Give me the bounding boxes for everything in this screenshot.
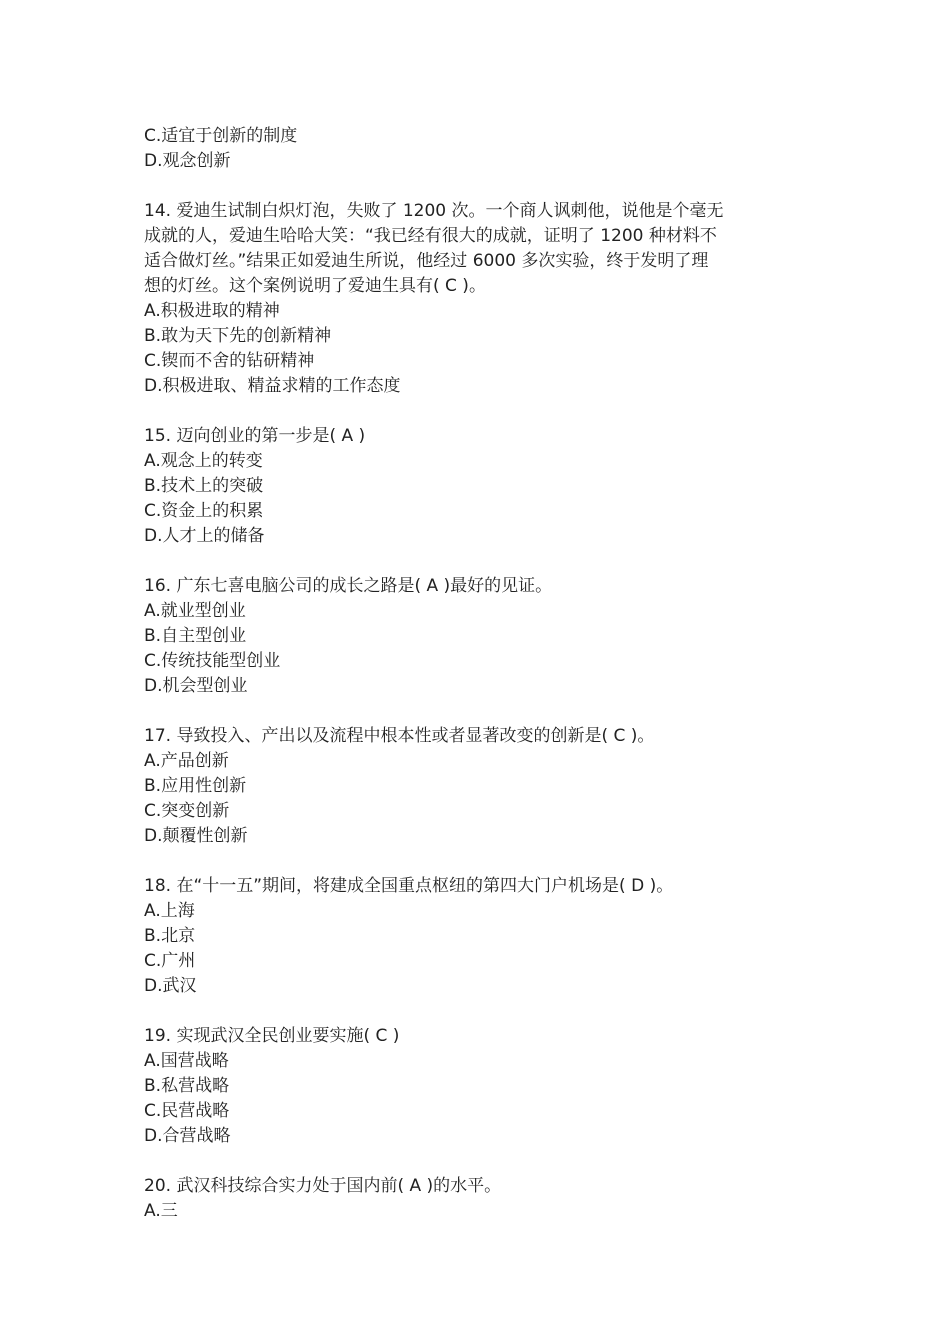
spacer [144,174,804,199]
spacer [144,1149,804,1174]
question-14-text-3: 适合做灯丝。”结果正如爱迪生所说，他经过 6000 多次实验，终于发明了理 [144,251,709,271]
question-15-text: 15. 迈向创业的第一步是( A ) [144,426,366,446]
option-18-a: A.上海 [144,901,195,921]
question-17 [144,724,804,849]
option-19-a: A.国营战略 [144,1051,229,1071]
question-14-text-2: 成就的人，爱迪生哈哈大笑：“我已经有很大的成就，证明了 1200 种材料不 [144,226,717,246]
question-20 [144,1174,804,1224]
option-14-c: C.锲而不舍的钻研精神 [144,351,315,371]
document-page [144,124,804,1224]
spacer [144,849,804,874]
option-19-b: B.私营战略 [144,1076,230,1096]
option-18-b: B.北京 [144,926,196,946]
option-20-a: A.三 [144,1201,178,1221]
spacer [144,699,804,724]
question-16 [144,574,804,699]
option-16-c: C.传统技能型创业 [144,651,281,671]
option-15-d: D.人才上的储备 [144,526,265,546]
question-13-tail [144,124,804,174]
option-19-c: C.民营战略 [144,1101,230,1121]
question-14 [144,199,804,399]
question-15 [144,424,804,549]
option-17-d: D.颠覆性创新 [144,826,248,846]
question-19 [144,1024,804,1149]
spacer [144,999,804,1024]
question-16-text: 16. 广东七喜电脑公司的成长之路是( A )最好的见证。 [144,576,553,596]
option-15-b: B.技术上的突破 [144,476,264,496]
option-14-d: D.积极进取、精益求精的工作态度 [144,376,401,396]
option-19-d: D.合营战略 [144,1126,231,1146]
question-18-text: 18. 在“十一五”期间，将建成全国重点枢纽的第四大门户机场是( D )。 [144,876,674,896]
question-20-text: 20. 武汉科技综合实力处于国内前( A )的水平。 [144,1176,502,1196]
spacer [144,549,804,574]
option-16-b: B.自主型创业 [144,626,247,646]
option-18-c: C.广州 [144,951,196,971]
question-14-text-1: 14. 爱迪生试制白炽灯泡，失败了 1200 次。一个商人讽刺他，说他是个毫无 [144,201,724,221]
option-17-a: A.产品创新 [144,751,229,771]
option-16-d: D.机会型创业 [144,676,248,696]
option-16-a: A.就业型创业 [144,601,246,621]
option-15-a: A.观念上的转变 [144,451,263,471]
option-15-c: C.资金上的积累 [144,501,264,521]
option-14-b: B.敢为天下先的创新精神 [144,326,332,346]
question-14-text-4: 想的灯丝。这个案例说明了爱迪生具有( C )。 [144,276,486,296]
option-13-c: C.适宜于创新的制度 [144,126,298,146]
option-13-d: D.观念创新 [144,151,231,171]
question-17-text: 17. 导致投入、产出以及流程中根本性或者显著改变的创新是( C )。 [144,726,655,746]
option-14-a: A.积极进取的精神 [144,301,280,321]
spacer [144,399,804,424]
question-19-text: 19. 实现武汉全民创业要实施( C ) [144,1026,400,1046]
option-18-d: D.武汉 [144,976,197,996]
option-17-c: C.突变创新 [144,801,230,821]
option-17-b: B.应用性创新 [144,776,247,796]
question-18 [144,874,804,999]
